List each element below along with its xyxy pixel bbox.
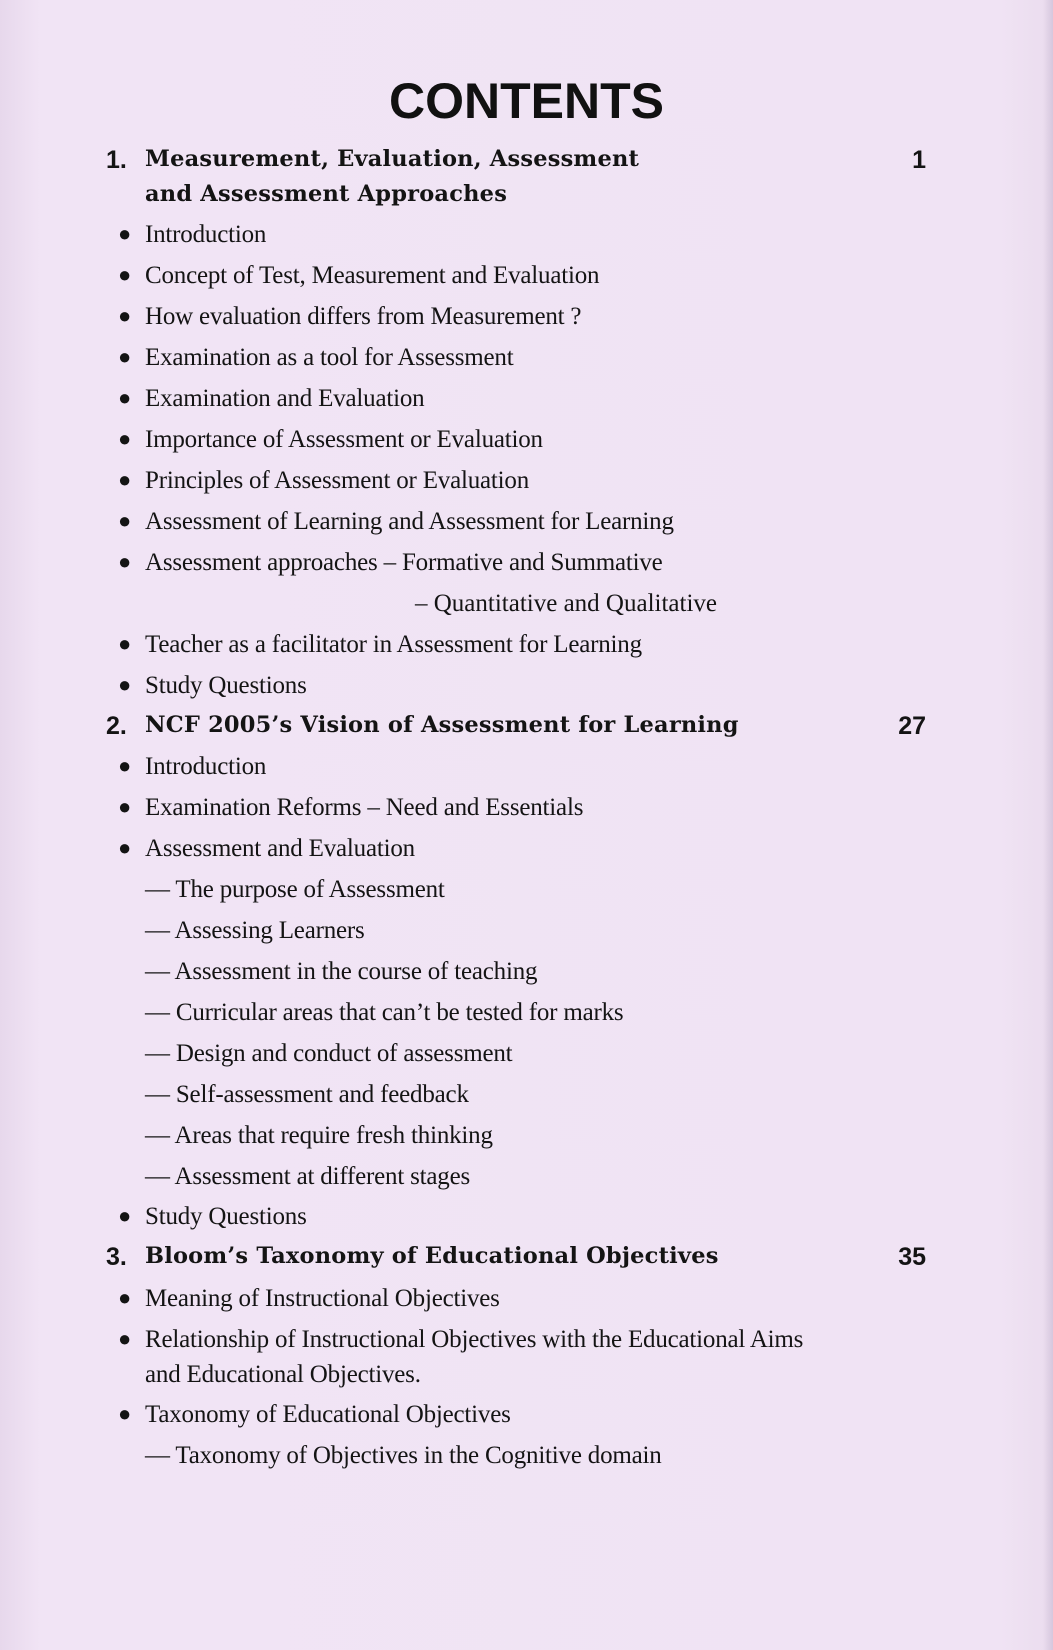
chapter-number: 3. <box>106 1243 127 1271</box>
contents-item: Meaning of Instructional Objectives <box>145 1285 500 1312</box>
chapter-title: Bloom’s Taxonomy of Educational Objectives <box>145 1243 719 1269</box>
bullet-icon: ● <box>118 1326 132 1351</box>
chapter-number: 1. <box>106 146 127 174</box>
bullet-icon: ● <box>118 631 132 656</box>
contents-subitem: — Assessment in the course of teaching <box>145 958 538 985</box>
contents-item: Examination Reforms – Need and Essentials <box>145 794 584 821</box>
contents-subitem: — Assessing Learners <box>145 917 365 944</box>
contents-subitem: — The purpose of Assessment <box>145 876 445 903</box>
page-edge-shadow <box>1043 0 1053 1650</box>
bullet-icon: ● <box>118 262 132 287</box>
contents-subitem: — Self-assessment and feedback <box>145 1081 469 1108</box>
chapter-page-number: 35 <box>898 1243 926 1271</box>
bullet-icon: ● <box>118 1285 132 1310</box>
bullet-icon: ● <box>118 344 132 369</box>
chapter-title-continued: and Assessment Approaches <box>145 181 508 207</box>
contents-subitem: — Taxonomy of Objectives in the Cognitive domain <box>145 1442 662 1469</box>
contents-item: Assessment of Learning and Assessment for Learning <box>145 508 674 535</box>
contents-item: Importance of Assessment or Evaluation <box>145 426 543 453</box>
bullet-icon: ● <box>118 835 132 860</box>
bullet-icon: ● <box>118 385 132 410</box>
contents-item: Assessment and Evaluation <box>145 835 415 862</box>
contents-item: Examination as a tool for Assessment <box>145 344 514 371</box>
bullet-icon: ● <box>118 549 132 574</box>
contents-item: Relationship of Instructional Objectives with the Educational Aims <box>145 1326 804 1353</box>
contents-item: Assessment approaches – Formative and Summative <box>145 549 663 576</box>
contents-item-continued: and Educational Objectives. <box>145 1361 421 1388</box>
bullet-icon: ● <box>118 1401 132 1426</box>
bullet-icon: ● <box>118 794 132 819</box>
contents-subitem: — Areas that require fresh thinking <box>145 1122 493 1149</box>
contents-item: Teacher as a facilitator in Assessment for Learning <box>145 631 642 658</box>
bullet-icon: ● <box>118 508 132 533</box>
bullet-icon: ● <box>118 1203 132 1228</box>
contents-item: How evaluation differs from Measurement ? <box>145 303 582 330</box>
chapter-page-number: 27 <box>898 712 926 740</box>
contents-item: Taxonomy of Educational Objectives <box>145 1401 511 1428</box>
contents-subitem: — Curricular areas that can’t be tested for marks <box>145 999 624 1026</box>
bullet-icon: ● <box>118 467 132 492</box>
chapter-title: NCF 2005’s Vision of Assessment for Learning <box>145 712 739 738</box>
contents-subitem: — Assessment at different stages <box>145 1163 471 1190</box>
chapter-page-number: 1 <box>912 146 926 174</box>
bullet-icon: ● <box>118 426 132 451</box>
bullet-icon: ● <box>118 221 132 246</box>
bullet-icon: ● <box>118 753 132 778</box>
contents-item-continued: – Quantitative and Qualitative <box>415 590 717 617</box>
contents-item: Study Questions <box>145 672 307 699</box>
contents-item: Principles of Assessment or Evaluation <box>145 467 530 494</box>
chapter-number: 2. <box>106 712 127 740</box>
contents-item: Introduction <box>145 221 267 248</box>
contents-item: Concept of Test, Measurement and Evaluation <box>145 262 600 289</box>
contents-subitem: — Design and conduct of assessment <box>145 1040 513 1067</box>
contents-item: Examination and Evaluation <box>145 385 425 412</box>
contents-item: Study Questions <box>145 1203 307 1230</box>
page-title: CONTENTS <box>389 73 664 129</box>
bullet-icon: ● <box>118 303 132 328</box>
contents-item: Introduction <box>145 753 267 780</box>
bullet-icon: ● <box>118 672 132 697</box>
chapter-title: Measurement, Evaluation, Assessment <box>145 146 640 172</box>
